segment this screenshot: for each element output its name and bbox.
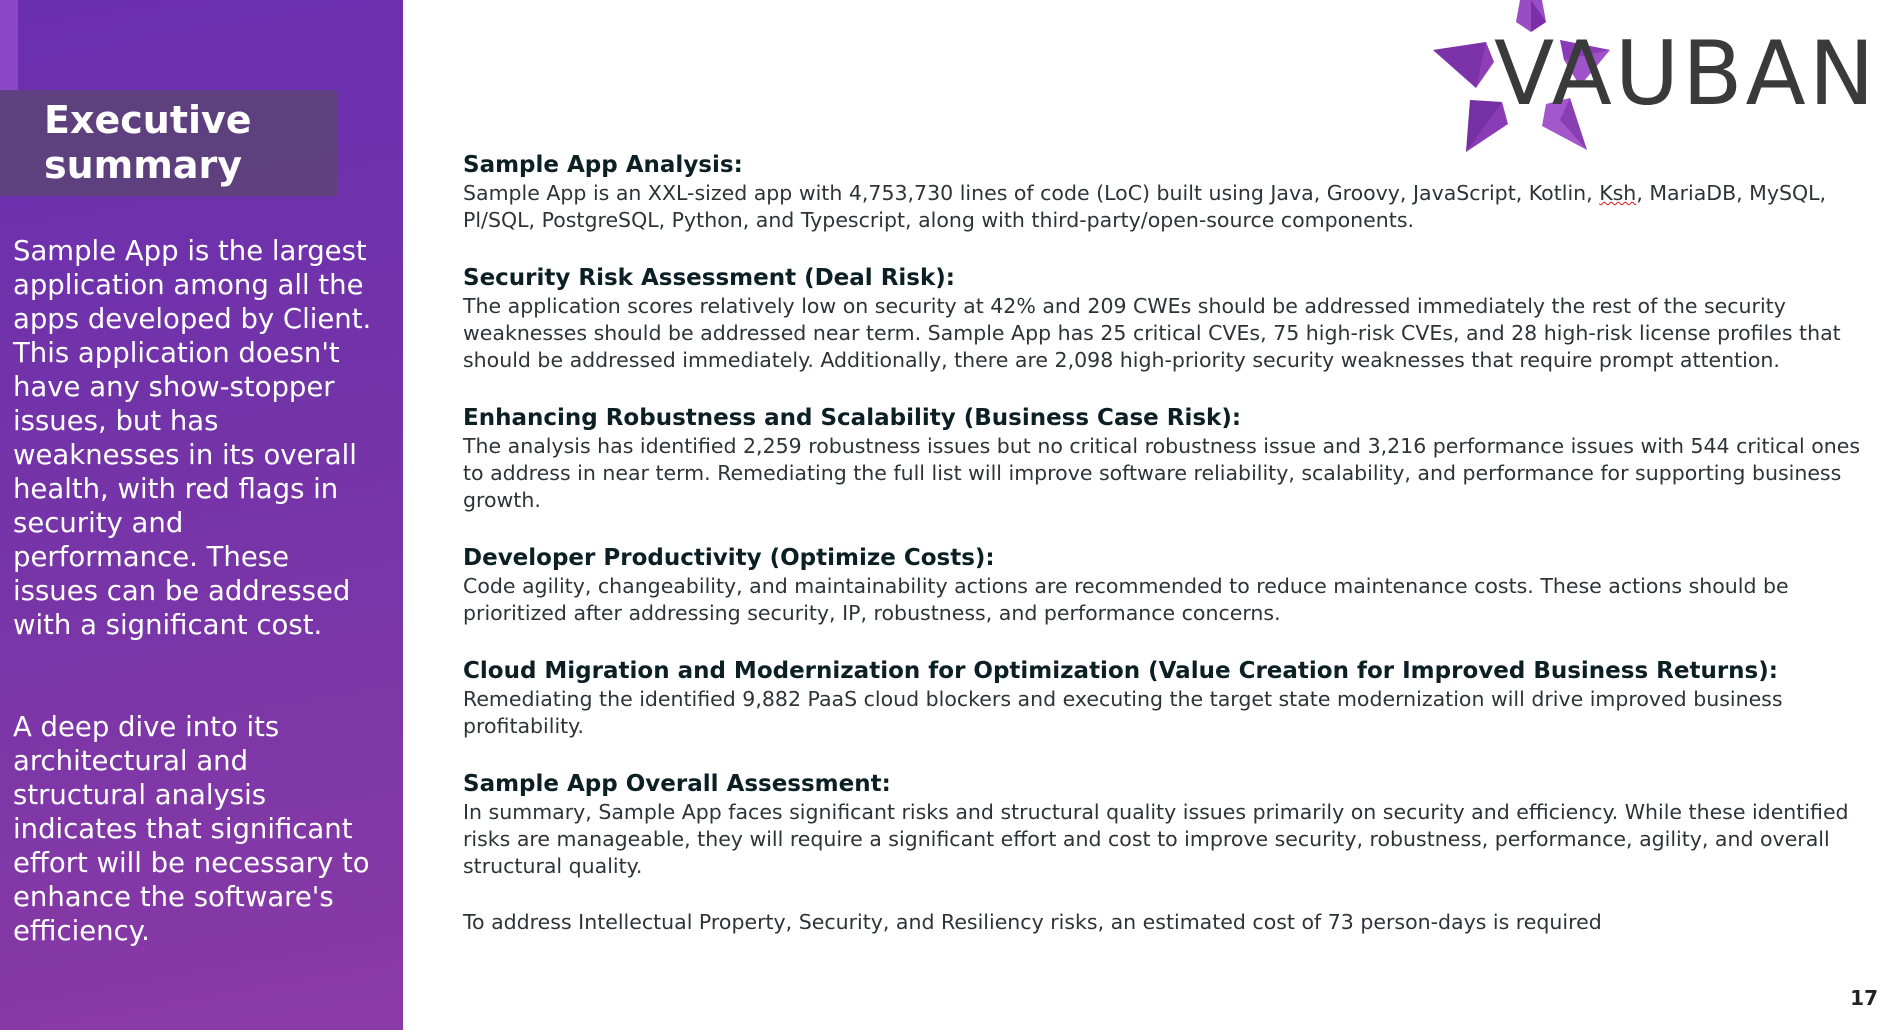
section-heading: Enhancing Robustness and Scalability (Business Case Risk): [463,405,1242,431]
section-body [463,180,1863,234]
section-heading: Security Risk Assessment (Deal Risk): [463,265,955,291]
section-body: The analysis has identified 2,259 robustness issues but no critical robustness issue and 3,216 performance issues with 544 critical ones to address in near term. Remediating the full list will improve software reliability, scalability, and performance for supporting business growth. [463,434,1861,512]
section-overall-assessment [463,769,1863,880]
section-cloud-migration [463,656,1863,740]
section-robustness-scalability [463,403,1863,514]
section-heading: Cloud Migration and Modernization for Optimization (Value Creation for Improved Business Returns): [463,658,1778,684]
section-heading: Sample App Analysis: [463,152,743,178]
sidebar-accent-bar [0,0,18,90]
section-body: Remediating the identified 9,882 PaaS cloud blockers and executing the target state modernization will drive improved business profitability. [463,687,1783,738]
sidebar-summary-paragraph: Sample App is the largest application among all the apps developed by Client. This application doesn't have any show-stopper issues, but has weaknesses in its overall health, with red flags in security and performance. These issues can be addressed with a significant cost. [13,235,372,641]
sidebar-panel [0,0,403,1030]
section-body: In summary, Sample App faces significant risks and structural quality issues primarily on security and efficiency. While these identified risks are manageable, they will require a significant effort and cost to improve security, robustness, performance, agility, and overall structural quality. [463,800,1849,878]
summary-content [463,150,1863,936]
vauban-logo [1430,0,1898,158]
sidebar-deep-dive-paragraph: A deep dive into its architectural and structural analysis indicates that significant effort will be necessary to enhance the software's efficiency. [13,711,370,947]
page-title: Executive summary [44,98,252,187]
section-heading: Developer Productivity (Optimize Costs): [463,545,995,571]
section-body: Code agility, changeability, and maintainability actions are recommended to reduce maintenance costs. These actions should be prioritized after addressing security, IP, robustness, and performance concerns. [463,574,1789,625]
page-number: 17 [1850,986,1878,1010]
section-developer-productivity [463,543,1863,627]
closing-statement: To address Intellectual Property, Security, and Resiliency risks, an estimated cost of 73 person-days is required [463,910,1602,934]
section-heading: Sample App Overall Assessment: [463,771,891,797]
section-body-text: Sample App is an XXL-sized app with 4,753,730 lines of code (LoC) built using Java, Groovy, JavaScript, Kotlin, [463,181,1600,205]
logo-wordmark: VAUBAN [1494,22,1878,125]
section-security-risk [463,263,1863,374]
section-body: The application scores relatively low on security at 42% and 209 CWEs should be addressed immediately the rest of the security weaknesses should be addressed near term. Sample App has 25 critical CVEs, 75 high-risk CVEs, and 28 high-risk license profiles that should be addressed immediately. Additionally, there are 2,098 high-priority security weaknesses that require prompt attention. [463,294,1841,372]
spellcheck-flagged-word: Ksh [1599,181,1637,205]
section-body-text: , MariaDB, MySQL, Pl/SQL, PostgreSQL, Python, and Typescript, along with third-party/open-source components. [463,181,1827,232]
section-app-analysis [463,150,1863,234]
